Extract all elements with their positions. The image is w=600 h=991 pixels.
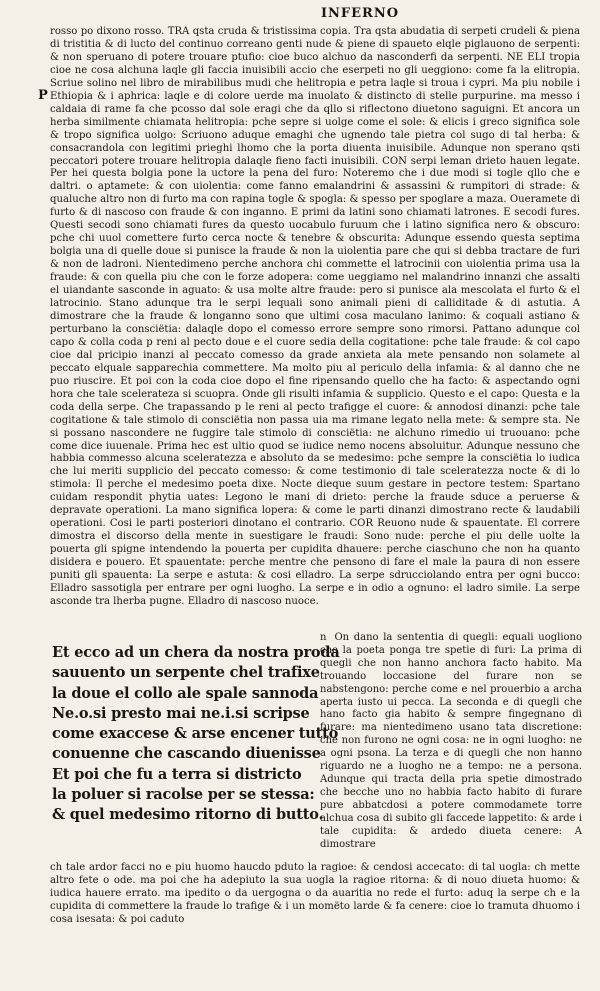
- verse-line: la doue el collo ale spale sannoda: [52, 684, 319, 702]
- verse-block: [52, 643, 340, 826]
- verse-line: come exaccese & arse encener tutto: [52, 725, 339, 743]
- running-title: INFERNO: [320, 6, 400, 21]
- commentary-top: rosso po dixono rosso. TRA qsta cruda & tristissima copia. Tra qsta abudatia di serpeti crudeli & piena di tristitia & di lucto del continuo correano genti nude & piene di spaueto elqle piglauono de serpenti: & non speruano di potere trouare ptufio: cioe buco alchuo da nasconderfi da serpenti. NE ELI tropia cioe ne cosa alchuna laqle gli faccia inuisibili accio che eserpeti no gli ueggiono: come fa la elitropia. Scriue solino nel libro de mirabilibus mudi che helitropia e petra laqle si troua i cypri. Ma piu nobile i Ethiopia & i aphrica: laqle e di colore uerde ma inuolato & distincto di stelle purpurine. ma messo i caldaia di rame fa che pcosso dal sole eragi che da qllo si riflectono diuetono saguigni. Et ancora un herba similmente chiamata helitropia: pche sepre si uolge come el sole: & elicis i greco significa sole & tropo significa uolgo: Scriuono aduque emaghi che ugnendo tale pietra col sugo di tal herba: & consacrandola con legitimi prieghi lhomo che la porta diuenta inuisibile. Adunque non sperano qsti peccatori potere trouare helitropia dalaqle fieno facti inuisibili. CON serpi leman drieto hauen legate. Per hei questa bolgia pone la uctore la pena del furo: Noteremo che i due modi si togle qllo che e daltri. o aptamete: & con uiolentia: come fanno emalandrini & assassini & rumpitori di strade: & qualuche altro non di furto ma con rapina togle & spogla: & spesso per spoglare a maza. Oueramete di furto & di nascoso con fraude & con inganno. E primi da latini sono chiamati latrones. E secodi fures. Questi secodi sono chiamati fures da questo uocabulo furuum che i latino significa nero & obscuro: pche chi uuol comettere furto cerca nocte & tenebre & obscurita: Adunque essendo questa septima bolgia una di quelle doue si punisce la fraude & non la uiolentia pare che qui si debba tractare de furi & non de ladroni. Nientedimeno perche anchora chi commette el latrocinii con uiolentia prima usa la fraude: & con quella piu che con le forze adopera: come ueggiamo nel malandrino innanzi che assalti el uiandante sasconde in aguato: & usa molte altre fraude: pero si punisce ala mescolata el furto & el latrocinio. Stano adunque tra le serpi lequali sono animali pieni di calliditade & di astutia. A dimostrare che la fraude & longanno sono que ultimi cosa maculano lanimo: & coquali astiano & perturbano la consciëtia: dalaqle dopo el comesso errore sempre sono rimorsi. Pattano adunque col capo & colla coda p reni al pecto doue e el cuore sedia della cogitatione: pche tale fraude: & col capo cioe dal pricipio inanzi al peccato comesso da grade anxieta ala mete pensando non solamete al peccato elquale sapparechia commettere. Ma molto piu al periculo della infamia: & al danno che ne puo riuscire. Et poi con la coda cioe dopo el fine ripensando quello che ha facto: & aspectando ogni hora che tale scelerateza si scuopra. Onde gli risulti infamia & supplicio. Questo e el capo: Questa e la coda della serpe. Che trapassando p le reni al pecto trafigge el cuore: & annodosi dinanzi: pche tale cogitatione & tale stimolo di consciëtia non passa uia ma rimane legato nella mete: & sempre sta. Ne si possano nascondere ne fuggire tale stimolo di consciëtia: ne alchuno rimedio ui truouano: pche come dice iuuenale. Prima hec est ultio quod se iudice nemo nocens absoluitur. Adunque nessuno che habbia commesso alcuna sceleratezza e absoluto da se medesimo: pche sempre la consciëtia lo iudica che lui meriti supplicio del peccato comesso: & come testimonio di tale sceleratezza nocte & di lo stimola: Il perche el medesimo poeta dixe. Nocte dieque suum gestare in pectore testem: Spartano cuidam respondit phytia uates: Legono le mani di drieto: perche la fraude sduce a peruerse & depravate operationi. La mano significa lopera: & come le parti dinanzi dimostrano recte & laudabili operationi. Cosi le parti posteriori dinotano el contrario. COR Reuono nude & spauentate. El correre dimostra el discorso della mente in suestigare le fraudi: Sono nude: perche el piu delle uolte la pouerta gli spigne intendendo la pouerta per cupidita dhauere: perche ciaschuno che non ha quanto disidera e pouero. Et spauentate: perche mentre che pensono di fare el male la paura di non essere puniti gli spauenta: La serpe e astuta: & cosi elladro. La serpe sdrucciolando entra per ogni bucco: Elladro sassotigla per entrare per ogni luogho. La serpe e in odio a ognuno: el ladro simile. La serpe asconde tra lherba pugne. Elladro di nascoso nuoce.: [50, 26, 580, 607]
- marginal-letter: P: [38, 88, 48, 103]
- verse-line: conuenne che cascando diuenisse: [52, 745, 321, 763]
- verse-line: & quel medesimo ritorno di butto.: [52, 806, 324, 824]
- verse-line: Et ecco ad un chera da nostra proda: [52, 644, 340, 661]
- commentary-marker: n: [320, 632, 327, 643]
- verse-line: sauuento un serpente chel trafixe: [52, 664, 320, 682]
- commentary-right: [320, 632, 582, 851]
- commentary-bottom: ch tale ardor facci no e piu huomo haucdo pduto la ragioe: & cendosi accecato: di tal uogla: ch mette altro fete o ode. ma poi che ha adepiuto la sua uogla la ragioe ritorna: & di nouo diueta huomo: & iudica hauere errato. ma ipedito o da uergogna o da auaritia no rede el furto: aduq la serpe ch e la cupidita di commettere la fraude lo trafige & i un momëto larde & fa cenere: cioe lo tramuta dhuomo i cosa isesata: & poi caduto: [50, 862, 580, 925]
- verse-line: Ne.o.si presto mai ne.i.si scripse: [52, 704, 310, 722]
- verse-line: Et poi che fu a terra si districto: [52, 765, 302, 783]
- verse-line: la poluer si racolse per se stessa:: [52, 786, 315, 804]
- commentary-right-text: On dano la sententia di quegli: equali uogliono che la poeta ponga tre spetie di furi: La prima di quegli che non hanno anchora facto habito. Ma trouando loccasione del furare non se nabstengono: perche come e nel prouerbio a archa aperta iusto ui pecca. La seconda e di quegli che hano facto gia habito & sempre fingegnano di furare: ma nientedimeno usano tata discretione: che non furono ne ogni cosa: ne in ogni luogho: ne a ogni psona. La terza e di quegli che non hanno riguardo ne a luogho ne a tempo: ne a persona. Adunque qui tracta della pria spetie dimostrado che becche uno no habbia facto habito di furare pure abbatcdosi a potere commodamete torre alchua cosa di subito gli faccede lappetito: & arde i tale cupidita: & ardedo diueta cenere: A dimostrare: [320, 632, 582, 850]
